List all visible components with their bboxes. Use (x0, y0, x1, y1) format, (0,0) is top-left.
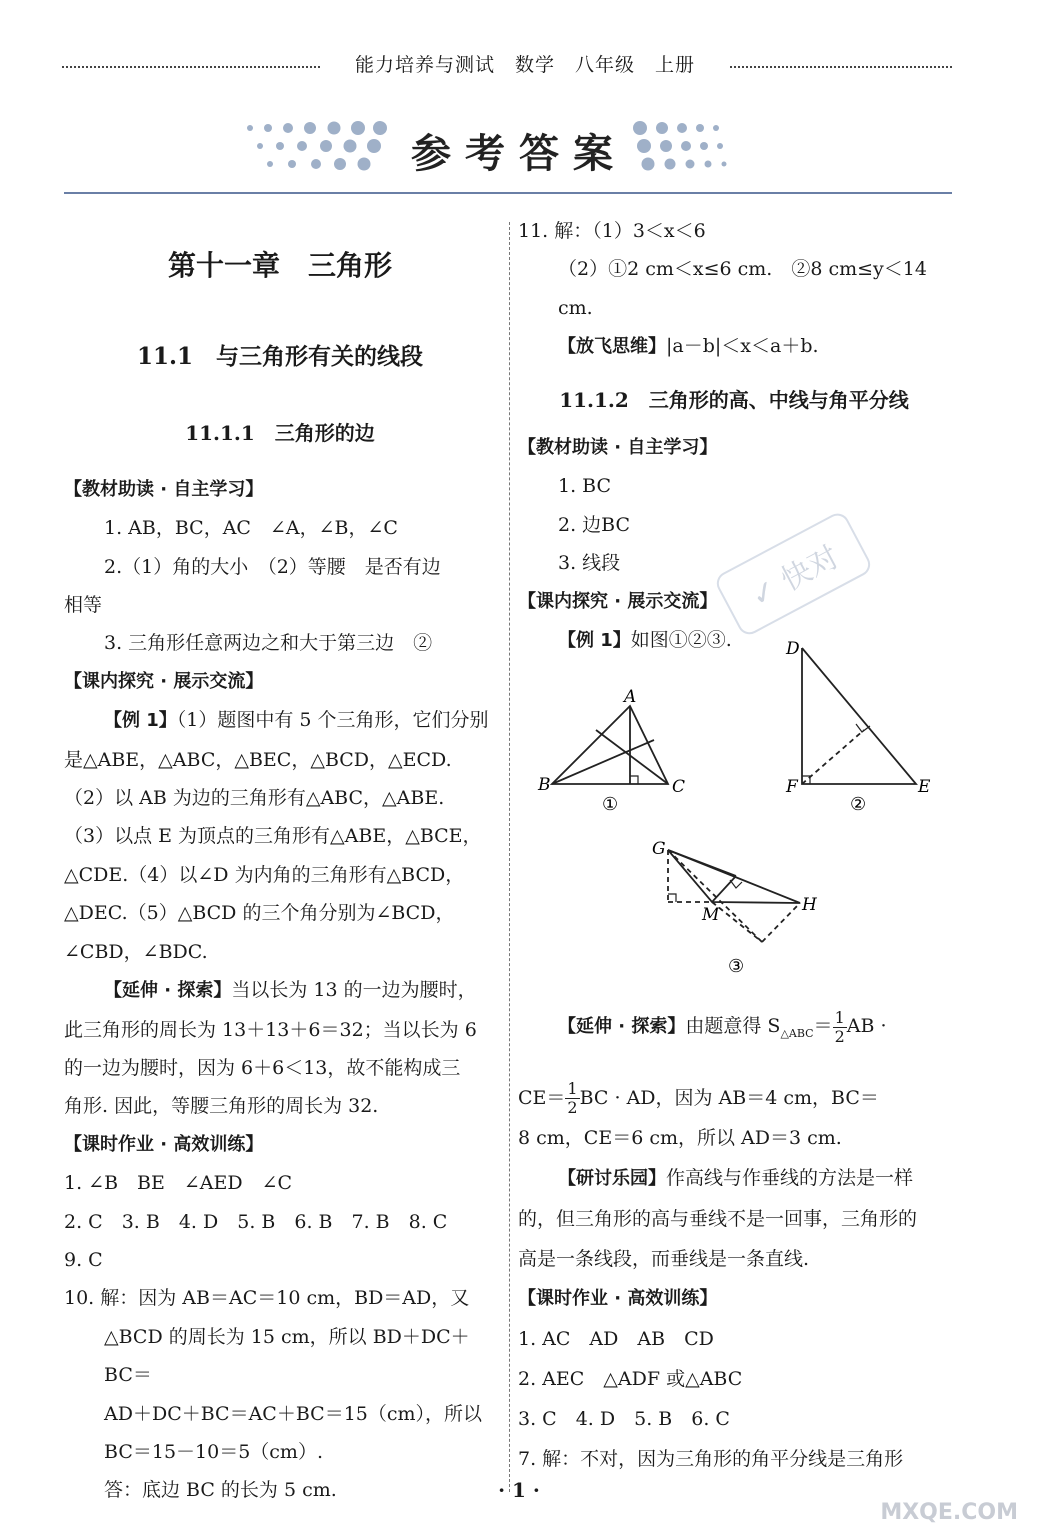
example-1-line-4: （3）以点 E 为顶点的三角形有△ABE，△BCE， (64, 825, 482, 848)
homework-1: 1. ∠B BE ∠AED ∠C (64, 1172, 293, 1195)
extension-line-3: 的一边为腰时，因为 6＋6＜13，故不能构成三 (64, 1056, 461, 1079)
homework2-7: 7. 解：不对，因为三角形的角平分线是三角形 (518, 1447, 904, 1470)
fig2-label-f: F (786, 777, 798, 797)
fraction-num: 1 (834, 1007, 845, 1027)
example-1-text: （1）题图中有 5 个三角形，它们分别 (176, 709, 489, 732)
fig3-label-h: H (802, 895, 817, 915)
fraction2-den: 2 (567, 1098, 578, 1118)
fraction2-num: 1 (567, 1079, 578, 1099)
fly-thinking-text: |a－b|＜x＜a＋b. (666, 335, 819, 358)
study-answer-3: 3. 三角形任意两边之和大于第三边 ② (104, 632, 433, 655)
homework-10-line-3: AD＋DC＋BC＝AC＋BC＝15（cm），所以 (104, 1402, 483, 1425)
watermark-text: 快对 (775, 539, 846, 599)
homework-10-line-1: 10. 解：因为 AB＝AC＝10 cm，BD＝AD，又 (64, 1287, 470, 1310)
discussion-text: 作高线与作垂线的方法是一样 (666, 1166, 914, 1189)
extension-line-1 (64, 971, 496, 1010)
q11-line-2: （2）①2 cm＜x≤6 cm. ②8 cm≤y＜14 cm. (558, 258, 927, 319)
tag-study: 【教材助读 · 自主学习】 (64, 478, 264, 500)
example-2-text: 如图①②③. (630, 629, 732, 652)
left-column (64, 246, 496, 1510)
homework2-3-6: 3. C 4. D 5. B 6. C (518, 1407, 730, 1430)
example-1-line-7: ∠CBD，∠BDC. (64, 940, 208, 963)
q11-line-1: 11. 解：（1）3＜x＜6 (518, 220, 706, 242)
fraction-half-2 (565, 1080, 579, 1117)
extension2-text-c: AB · (846, 1015, 887, 1037)
extension2-tag: 【延伸 · 探索】 (558, 1016, 686, 1037)
fraction-den: 2 (834, 1026, 845, 1046)
homework-10-answer: 答：底边 BC 的长为 5 cm. (104, 1479, 337, 1502)
study2-answer-1: 1. BC (558, 475, 612, 498)
extension2-eq: ＝ (813, 1015, 833, 1037)
fig3-number: ③ (728, 956, 745, 977)
book-header: 能力培养与测试 数学 八年级 上册 (320, 50, 730, 77)
fraction-half (833, 1009, 847, 1046)
tag-study-2: 【教材助读 · 自主学习】 (518, 437, 718, 459)
study2-answer-3: 3. 线段 (558, 552, 621, 575)
homework2-2: 2. AEC △ADF 或△ABC (518, 1367, 743, 1390)
extension2-text-a: 由题意得 S (685, 1015, 781, 1037)
example-1-line-3: （2）以 AB 为边的三角形有△ABC，△ABE. (64, 787, 445, 810)
fig1-number: ① (602, 794, 619, 815)
extension-line-4: 角形. 因此，等腰三角形的周长为 32. (64, 1095, 379, 1118)
homework-2-8: 2. C 3. B 4. D 5. B 6. B 7. B 8. C (64, 1210, 448, 1233)
homework-10-line-2: △BCD 的周长为 15 cm，所以 BD＋DC＋BC＝ (104, 1325, 470, 1387)
homework2-1: 1. AC AD AB CD (518, 1327, 714, 1350)
figures (518, 630, 950, 980)
tag-explore: 【课内探究 · 展示交流】 (64, 670, 264, 692)
subsection-title: 11.1.1 三角形的边 (185, 421, 375, 446)
chapter-title: 第十一章 三角形 (167, 249, 392, 282)
homework-10-line-4: BC＝15－10＝5（cm）. (104, 1440, 323, 1463)
discussion-line-2: 的，但三角形的高与垂线不是一回事，三角形的 (518, 1207, 918, 1230)
fig2-number: ② (850, 794, 867, 815)
title-rule (64, 192, 952, 194)
extension-text: 当以长为 13 的一边为腰时， (231, 979, 477, 1002)
figure-2-altitude (802, 730, 864, 784)
example-1-line-1 (64, 701, 496, 740)
discussion-tag: 【研讨乐园】 (558, 1167, 666, 1189)
example-1-line-6: △DEC.（5）△BCD 的三个角分别为∠BCD， (64, 902, 455, 925)
figure-3-height (712, 876, 736, 902)
right-column (518, 212, 950, 660)
extension-line-2: 此三角形的周长为 13＋13＋6＝32；当以长为 6 (64, 1018, 477, 1041)
fig1-label-b: B (538, 775, 551, 795)
watermark-icon: ✓ (744, 567, 793, 615)
right-column-lower (518, 1006, 950, 1479)
subsection-title-2: 11.1.2 三角形的高、中线与角平分线 (559, 387, 909, 412)
page-number: · 1 · (498, 1478, 540, 1502)
extension2-line-3: 8 cm，CE＝6 cm，所以 AD＝3 cm. (518, 1126, 842, 1149)
example-1-line-5: △CDE.（4）以∠D 为内角的三角形有△BCD， (64, 863, 465, 886)
discussion-line-1 (518, 1158, 950, 1199)
tag-homework-2: 【课时作业 · 高效训练】 (518, 1287, 718, 1309)
figure-3-altitude (668, 850, 762, 942)
extension2-text-b: BC · AD，因为 AB＝4 cm，BC＝ (579, 1086, 879, 1109)
site-watermark: MXQE.COM (880, 1500, 1018, 1525)
example-1-tag: 【例 1】 (104, 710, 177, 732)
example-2-tag: 【例 1】 (558, 630, 631, 652)
figure-1-triangle (552, 706, 668, 784)
homework-9: 9. C (64, 1248, 103, 1271)
column-divider (509, 222, 510, 1492)
extension2-line-2 (518, 1078, 950, 1118)
extension2-sub: △ABC (780, 1026, 814, 1040)
fig2-label-e: E (918, 777, 931, 797)
extension-tag: 【延伸 · 探索】 (104, 980, 232, 1002)
study2-answer-2: 2. 边BC (558, 513, 631, 536)
fly-thinking (518, 327, 950, 366)
extension2-ce: CE＝ (518, 1086, 566, 1109)
fig3-label-g: G (652, 839, 666, 859)
fig1-label-a: A (624, 687, 637, 707)
section-title: 11.1 与三角形有关的线段 (136, 343, 424, 370)
figure-2-triangle (802, 648, 916, 784)
study-answer-1: 1. AB，BC，AC ∠A，∠B，∠C (104, 517, 398, 540)
study-answer-2: 2.（1）角的大小 （2）等腰 是否有边 (104, 555, 441, 578)
tag-homework: 【课时作业 · 高效训练】 (64, 1133, 264, 1155)
tag-explore-2: 【课内探究 · 展示交流】 (518, 590, 718, 612)
fig1-label-c: C (672, 777, 686, 797)
example-1-line-2: 是△ABE，△ABC，△BEC，△BCD，△ECD. (64, 748, 452, 771)
study-answer-2-cont: 相等 (64, 594, 103, 617)
fly-thinking-tag: 【放飞思维】 (558, 336, 666, 358)
discussion-line-3: 高是一条线段，而垂线是一条直线. (518, 1247, 810, 1270)
extension2-line-1 (518, 1006, 950, 1054)
fig3-label-m: M (702, 905, 720, 925)
page-title: 参考答案 (411, 130, 627, 177)
fig2-label-d: D (786, 639, 800, 659)
